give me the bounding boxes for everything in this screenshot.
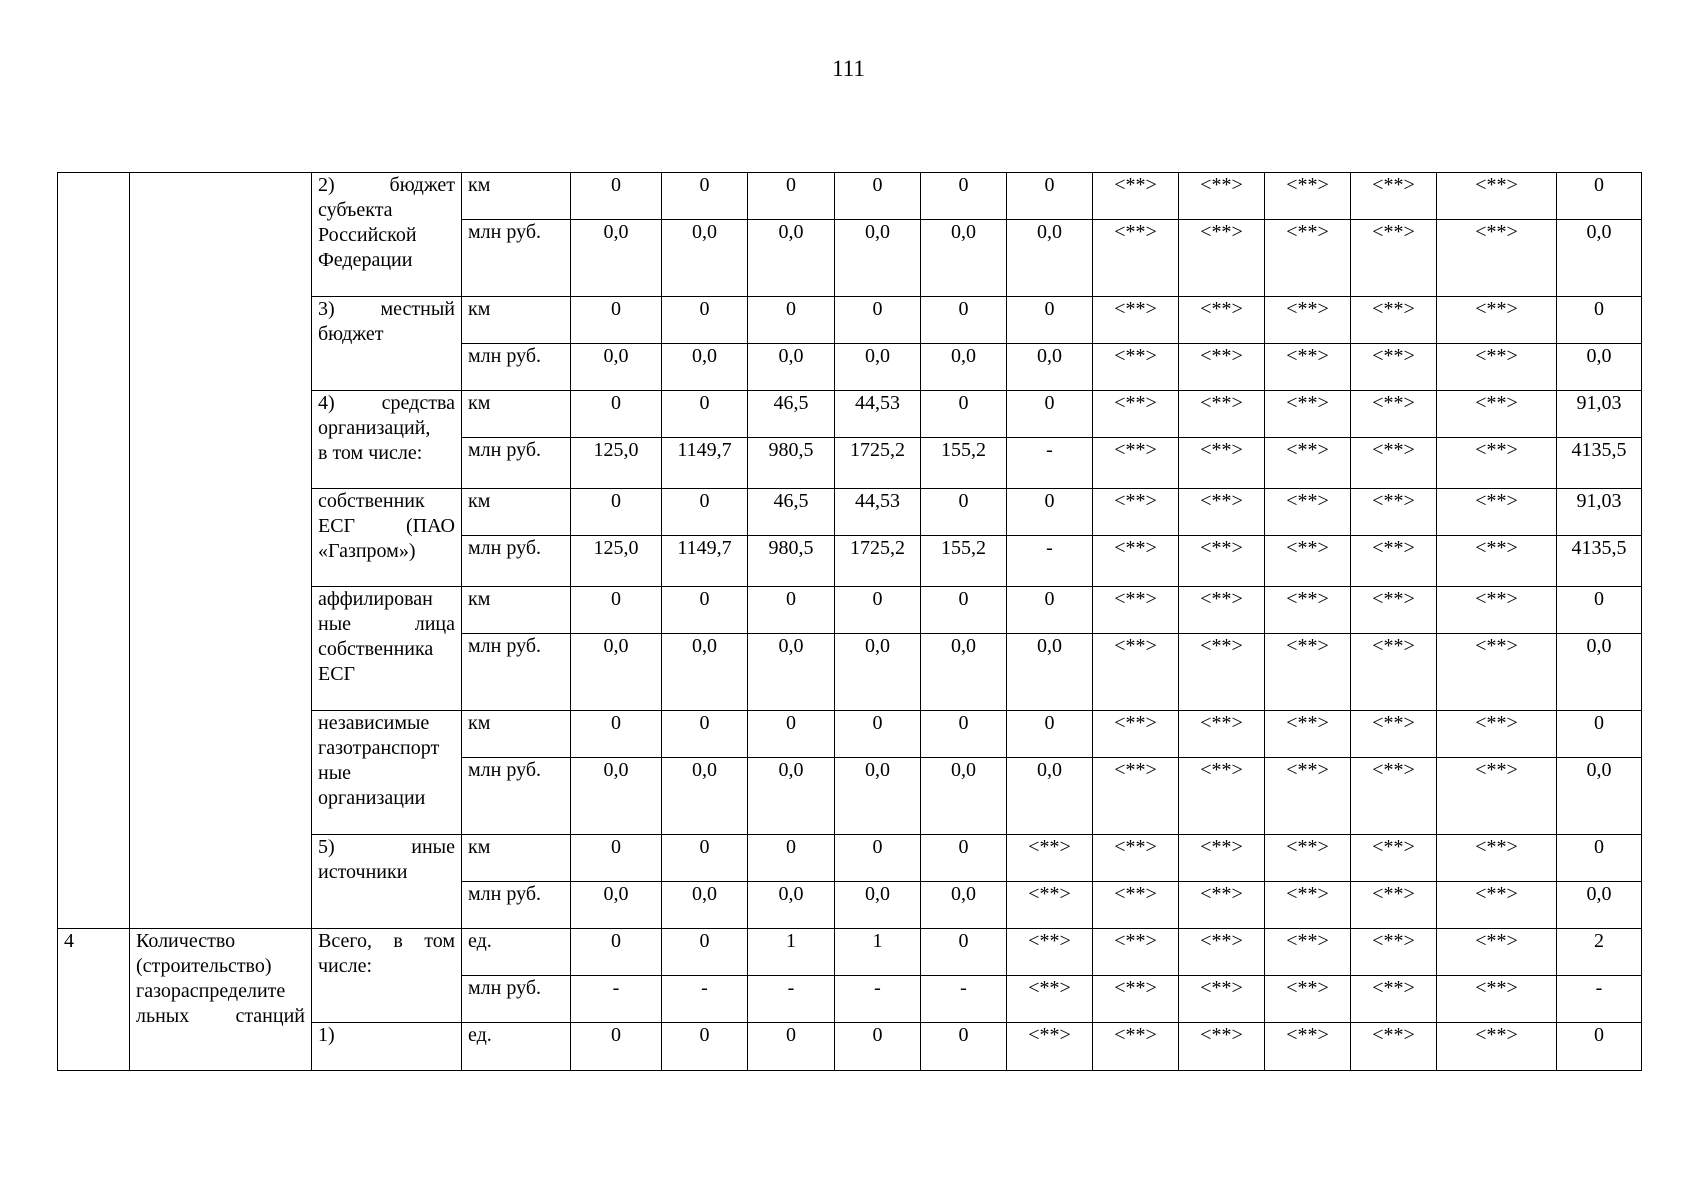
value-cell: <**> — [1093, 882, 1179, 929]
source-line: 2) бюджет — [318, 174, 455, 196]
name-line: газораспределите — [136, 980, 286, 1002]
value-cell: 0 — [835, 297, 921, 344]
source-line: в том числе: — [318, 442, 423, 464]
unit-cell: млн руб. — [462, 634, 571, 711]
value-cell: 0 — [835, 587, 921, 634]
value-cell: 0 — [1007, 489, 1093, 536]
value-cell: <**> — [1265, 297, 1351, 344]
value-cell: 1 — [835, 929, 921, 976]
value-cell: <**> — [1093, 758, 1179, 835]
indicator-cell — [130, 929, 312, 1071]
value-cell: 0,0 — [835, 882, 921, 929]
value-cell: <**> — [1437, 438, 1557, 489]
value-cell: <**> — [1179, 758, 1265, 835]
source-line: организаций, — [318, 417, 431, 439]
source-line: источники — [318, 861, 408, 883]
value-cell: <**> — [1265, 391, 1351, 438]
value-cell: <**> — [1007, 835, 1093, 882]
value-cell: 0,0 — [1007, 344, 1093, 391]
source-line: «Газпром») — [318, 540, 416, 562]
value-cell: <**> — [1179, 438, 1265, 489]
value-cell: - — [1557, 976, 1642, 1023]
unit-cell: км — [462, 391, 571, 438]
value-cell: 1149,7 — [662, 536, 748, 587]
value-cell: 0,0 — [835, 758, 921, 835]
value-cell: 2 — [1557, 929, 1642, 976]
value-cell: <**> — [1351, 489, 1437, 536]
source-line: Российской — [318, 224, 417, 246]
value-cell: 0 — [662, 1023, 748, 1071]
value-cell: <**> — [1265, 758, 1351, 835]
funding-source-cell — [312, 173, 462, 297]
value-cell: <**> — [1179, 391, 1265, 438]
source-line: 5) иные — [318, 836, 455, 858]
value-cell: 155,2 — [921, 438, 1007, 489]
value-cell: 4135,5 — [1557, 438, 1642, 489]
value-cell: 0,0 — [748, 882, 835, 929]
value-cell: 0 — [921, 173, 1007, 220]
value-cell: 0,0 — [1007, 220, 1093, 297]
value-cell: <**> — [1265, 220, 1351, 297]
source-line: газотранспорт — [318, 737, 440, 759]
value-cell: 0,0 — [571, 882, 662, 929]
value-cell: 0 — [921, 835, 1007, 882]
value-cell: 0 — [571, 711, 662, 758]
name-line: льных станций — [136, 1005, 305, 1027]
value-cell: <**> — [1351, 976, 1437, 1023]
source-line: ЕСГ (ПАО — [318, 515, 455, 537]
value-cell: <**> — [1351, 344, 1437, 391]
value-cell: 0 — [748, 1023, 835, 1071]
value-cell: <**> — [1437, 489, 1557, 536]
value-cell: <**> — [1351, 758, 1437, 835]
value-cell: 0 — [1557, 297, 1642, 344]
source-line: организации — [318, 787, 426, 809]
value-cell: <**> — [1265, 711, 1351, 758]
value-cell: <**> — [1093, 391, 1179, 438]
funding-source-cell — [312, 1023, 462, 1071]
value-cell: 0,0 — [1557, 344, 1642, 391]
value-cell: 0,0 — [571, 220, 662, 297]
value-cell: <**> — [1437, 220, 1557, 297]
value-cell: <**> — [1351, 835, 1437, 882]
value-cell: 0,0 — [571, 344, 662, 391]
value-cell: 0,0 — [662, 220, 748, 297]
unit-cell: км — [462, 173, 571, 220]
value-cell: 0 — [921, 587, 1007, 634]
funding-source-cell — [312, 391, 462, 489]
value-cell: <**> — [1351, 173, 1437, 220]
value-cell: 0,0 — [1007, 634, 1093, 711]
value-cell: <**> — [1093, 173, 1179, 220]
value-cell: 0 — [921, 929, 1007, 976]
value-cell: <**> — [1437, 344, 1557, 391]
value-cell: 0 — [662, 711, 748, 758]
value-cell: 46,5 — [748, 391, 835, 438]
value-cell: - — [835, 976, 921, 1023]
value-cell: <**> — [1437, 634, 1557, 711]
value-cell: 0 — [1557, 173, 1642, 220]
value-cell: <**> — [1093, 220, 1179, 297]
value-cell: 0 — [1557, 835, 1642, 882]
value-cell: <**> — [1265, 173, 1351, 220]
unit-cell: км — [462, 587, 571, 634]
value-cell: 0 — [835, 835, 921, 882]
value-cell: 980,5 — [748, 536, 835, 587]
value-cell: <**> — [1265, 976, 1351, 1023]
funding-source-cell — [312, 929, 462, 1023]
value-cell: <**> — [1179, 173, 1265, 220]
value-cell: 0,0 — [835, 220, 921, 297]
value-cell: 1 — [748, 929, 835, 976]
unit-cell: км — [462, 489, 571, 536]
value-cell: 0,0 — [748, 344, 835, 391]
value-cell: <**> — [1351, 634, 1437, 711]
value-cell: 0 — [1007, 297, 1093, 344]
value-cell: <**> — [1351, 220, 1437, 297]
value-cell: <**> — [1093, 587, 1179, 634]
name-line: (строительство) — [136, 955, 272, 977]
value-cell: - — [1007, 536, 1093, 587]
value-cell: <**> — [1265, 536, 1351, 587]
value-cell: 0 — [1007, 587, 1093, 634]
value-cell: 0 — [571, 1023, 662, 1071]
value-cell: - — [571, 976, 662, 1023]
value-cell: 0 — [662, 587, 748, 634]
value-cell: <**> — [1093, 976, 1179, 1023]
value-cell: 0 — [662, 173, 748, 220]
value-cell: <**> — [1351, 711, 1437, 758]
value-cell: <**> — [1265, 587, 1351, 634]
value-cell: <**> — [1351, 929, 1437, 976]
value-cell: <**> — [1093, 297, 1179, 344]
value-cell: 155,2 — [921, 536, 1007, 587]
value-cell: 0 — [571, 297, 662, 344]
value-cell: <**> — [1437, 587, 1557, 634]
value-cell: 0 — [921, 297, 1007, 344]
unit-cell: млн руб. — [462, 344, 571, 391]
value-cell: 0 — [748, 297, 835, 344]
value-cell: <**> — [1093, 489, 1179, 536]
value-cell: <**> — [1179, 882, 1265, 929]
source-line: ЕСГ — [318, 663, 356, 685]
value-cell: <**> — [1179, 344, 1265, 391]
value-cell: 0 — [662, 929, 748, 976]
value-cell: 0,0 — [748, 634, 835, 711]
value-cell: 0,0 — [921, 882, 1007, 929]
value-cell: 0 — [921, 489, 1007, 536]
value-cell: <**> — [1437, 391, 1557, 438]
value-cell: <**> — [1179, 711, 1265, 758]
value-cell: 0 — [571, 835, 662, 882]
page-number: 111 — [832, 56, 865, 81]
value-cell: <**> — [1179, 929, 1265, 976]
value-cell: <**> — [1351, 438, 1437, 489]
value-cell: <**> — [1437, 976, 1557, 1023]
value-cell: <**> — [1265, 438, 1351, 489]
value-cell: <**> — [1437, 929, 1557, 976]
value-cell: <**> — [1265, 929, 1351, 976]
source-line: собственника — [318, 638, 434, 660]
value-cell: 44,53 — [835, 391, 921, 438]
value-cell: <**> — [1007, 976, 1093, 1023]
value-cell: 0,0 — [571, 634, 662, 711]
value-cell: <**> — [1179, 220, 1265, 297]
unit-cell: км — [462, 835, 571, 882]
value-cell: 0 — [1007, 173, 1093, 220]
value-cell: 0 — [571, 489, 662, 536]
value-cell: 0 — [1557, 711, 1642, 758]
unit-cell: млн руб. — [462, 758, 571, 835]
value-cell: 0,0 — [921, 758, 1007, 835]
value-cell: 0,0 — [748, 758, 835, 835]
value-cell: <**> — [1179, 587, 1265, 634]
value-cell: 1725,2 — [835, 536, 921, 587]
value-cell: <**> — [1265, 1023, 1351, 1071]
table-row — [58, 929, 1642, 976]
source-line: 1) — [318, 1024, 335, 1046]
value-cell: 0 — [571, 587, 662, 634]
value-cell: 91,03 — [1557, 391, 1642, 438]
unit-cell: ед. — [462, 929, 571, 976]
value-cell: <**> — [1179, 976, 1265, 1023]
funding-source-cell — [312, 711, 462, 835]
value-cell: 0,0 — [662, 758, 748, 835]
value-cell: 0,0 — [1007, 758, 1093, 835]
value-cell: <**> — [1265, 835, 1351, 882]
value-cell: 125,0 — [571, 438, 662, 489]
value-cell: 0,0 — [921, 220, 1007, 297]
value-cell: <**> — [1437, 297, 1557, 344]
value-cell: 0 — [921, 1023, 1007, 1071]
value-cell: <**> — [1437, 711, 1557, 758]
value-cell: 0,0 — [1557, 882, 1642, 929]
value-cell: <**> — [1437, 536, 1557, 587]
value-cell: <**> — [1007, 1023, 1093, 1071]
source-line: 3) местный — [318, 298, 455, 320]
value-cell: 0 — [748, 711, 835, 758]
value-cell: 44,53 — [835, 489, 921, 536]
value-cell: 0 — [835, 173, 921, 220]
value-cell: 0,0 — [835, 344, 921, 391]
value-cell: <**> — [1179, 835, 1265, 882]
funding-source-cell — [312, 297, 462, 391]
unit-cell: млн руб. — [462, 882, 571, 929]
value-cell: - — [921, 976, 1007, 1023]
unit-cell: ед. — [462, 1023, 571, 1071]
source-line: независимые — [318, 712, 430, 734]
value-cell: <**> — [1437, 835, 1557, 882]
value-cell: <**> — [1437, 882, 1557, 929]
value-cell: <**> — [1179, 536, 1265, 587]
value-cell: <**> — [1007, 882, 1093, 929]
value-cell: 0 — [748, 587, 835, 634]
source-line: аффилирован — [318, 588, 433, 610]
value-cell: 46,5 — [748, 489, 835, 536]
value-cell: 0,0 — [571, 758, 662, 835]
value-cell: 0,0 — [748, 220, 835, 297]
indicator-cell — [130, 173, 312, 929]
value-cell: <**> — [1093, 835, 1179, 882]
value-cell: 0,0 — [1557, 758, 1642, 835]
value-cell: <**> — [1093, 929, 1179, 976]
unit-cell: млн руб. — [462, 536, 571, 587]
value-cell: 4135,5 — [1557, 536, 1642, 587]
value-cell: 0,0 — [662, 634, 748, 711]
value-cell: <**> — [1093, 1023, 1179, 1071]
value-cell: 0 — [1557, 1023, 1642, 1071]
value-cell: 0 — [748, 173, 835, 220]
unit-cell: км — [462, 297, 571, 344]
source-line: бюджет — [318, 323, 384, 345]
value-cell: - — [662, 976, 748, 1023]
value-cell: 0 — [1557, 587, 1642, 634]
value-cell: <**> — [1093, 536, 1179, 587]
value-cell: <**> — [1351, 587, 1437, 634]
value-cell: <**> — [1265, 489, 1351, 536]
unit-cell: млн руб. — [462, 976, 571, 1023]
value-cell: <**> — [1351, 536, 1437, 587]
value-cell: 0,0 — [835, 634, 921, 711]
value-cell: 1725,2 — [835, 438, 921, 489]
value-cell: 0,0 — [1557, 634, 1642, 711]
value-cell: 0 — [748, 835, 835, 882]
source-line: Федерации — [318, 249, 413, 271]
value-cell: 0,0 — [1557, 220, 1642, 297]
index-cell: 4 — [58, 929, 130, 1071]
value-cell: 0,0 — [921, 344, 1007, 391]
value-cell: 0 — [1007, 391, 1093, 438]
value-cell: 0,0 — [921, 634, 1007, 711]
value-cell: 1149,7 — [662, 438, 748, 489]
unit-cell: млн руб. — [462, 438, 571, 489]
value-cell: 0 — [662, 835, 748, 882]
table-row — [58, 173, 1642, 220]
value-cell: 0 — [1007, 711, 1093, 758]
source-line: собственник — [318, 490, 425, 512]
value-cell: <**> — [1007, 929, 1093, 976]
investment-table — [57, 172, 1642, 1071]
value-cell: <**> — [1351, 297, 1437, 344]
value-cell: - — [748, 976, 835, 1023]
source-line: ные — [318, 762, 352, 784]
funding-source-cell — [312, 489, 462, 587]
source-line: ные лица — [318, 613, 455, 635]
value-cell: 0 — [921, 391, 1007, 438]
funding-source-cell — [312, 835, 462, 929]
value-cell: 125,0 — [571, 536, 662, 587]
value-cell: 0 — [571, 391, 662, 438]
name-line: Количество — [136, 930, 236, 952]
value-cell: 0 — [835, 711, 921, 758]
source-line: 4) средства — [318, 392, 455, 414]
value-cell: <**> — [1265, 634, 1351, 711]
value-cell: <**> — [1093, 438, 1179, 489]
value-cell: <**> — [1265, 882, 1351, 929]
value-cell: <**> — [1351, 1023, 1437, 1071]
value-cell: <**> — [1179, 634, 1265, 711]
value-cell: - — [1007, 438, 1093, 489]
value-cell: <**> — [1179, 489, 1265, 536]
value-cell: 0 — [835, 1023, 921, 1071]
value-cell: <**> — [1351, 391, 1437, 438]
value-cell: <**> — [1179, 297, 1265, 344]
value-cell: <**> — [1437, 1023, 1557, 1071]
value-cell: 0 — [662, 297, 748, 344]
value-cell: <**> — [1437, 758, 1557, 835]
value-cell: <**> — [1093, 634, 1179, 711]
value-cell: <**> — [1437, 173, 1557, 220]
value-cell: 0 — [662, 391, 748, 438]
source-line: Всего, в том — [318, 930, 455, 952]
unit-cell: млн руб. — [462, 220, 571, 297]
index-cell — [58, 173, 130, 929]
value-cell: <**> — [1351, 882, 1437, 929]
value-cell: <**> — [1093, 711, 1179, 758]
value-cell: <**> — [1179, 1023, 1265, 1071]
value-cell: <**> — [1093, 344, 1179, 391]
value-cell: 0 — [662, 489, 748, 536]
unit-cell: км — [462, 711, 571, 758]
value-cell: 980,5 — [748, 438, 835, 489]
value-cell: <**> — [1265, 344, 1351, 391]
source-line: числе: — [318, 955, 373, 977]
funding-source-cell — [312, 587, 462, 711]
value-cell: 0 — [571, 929, 662, 976]
value-cell: 91,03 — [1557, 489, 1642, 536]
source-line: субъекта — [318, 199, 393, 221]
value-cell: 0 — [921, 711, 1007, 758]
value-cell: 0 — [571, 173, 662, 220]
value-cell: 0,0 — [662, 344, 748, 391]
value-cell: 0,0 — [662, 882, 748, 929]
